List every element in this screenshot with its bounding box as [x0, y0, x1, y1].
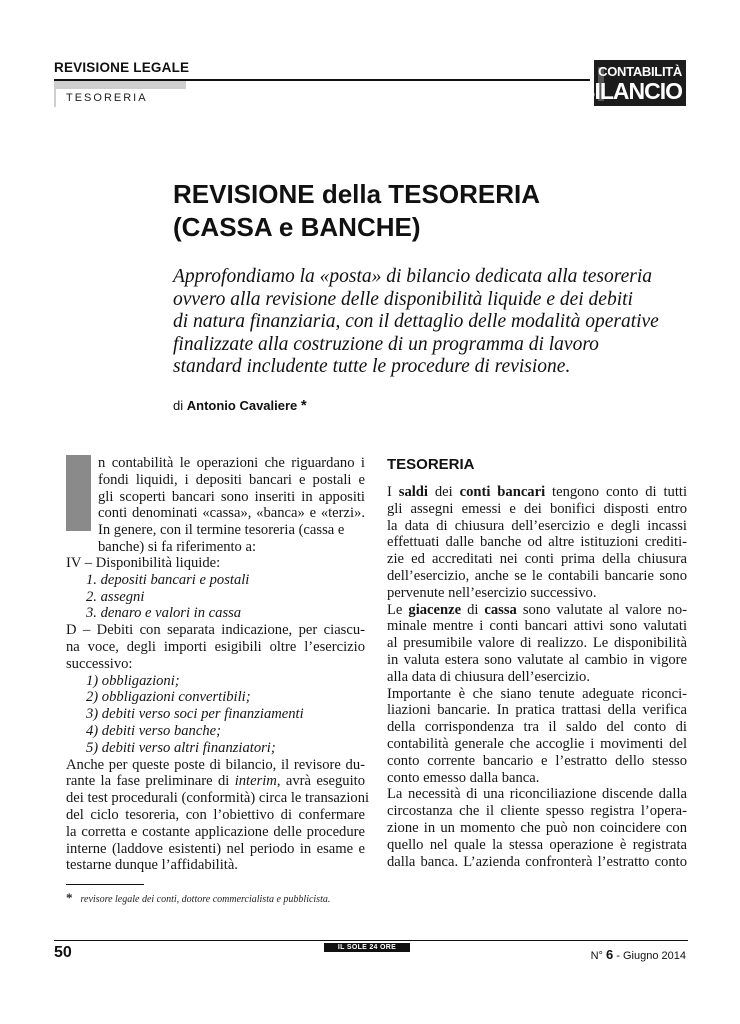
title-line: (CASSA e BANCHE)	[173, 212, 421, 242]
intro-line: fondi liquidi, i depositi bancari e postali e	[98, 471, 365, 488]
body-line: D – Debiti con separata indicazione, per ciascu-	[66, 622, 365, 639]
list-item: 3. denaro e valori in cassa	[86, 605, 242, 622]
list-item: 3) debiti verso soci per finanziamenti	[86, 706, 304, 723]
body-line: liazioni bancarie. In pratica trattasi della verifica	[387, 702, 687, 719]
footnote-rule	[66, 884, 144, 885]
body-line: al presumibile valore di realizzo. Le disponibilità	[387, 635, 687, 652]
body-line: quello nel quale la stessa operazione è registrata	[387, 836, 687, 853]
body-line: conto emesso dalla banca.	[387, 769, 540, 786]
body-line: in valuta estera sono valutate al cambio in vigore	[387, 651, 687, 668]
body-line: Le giacenze di cassa sono valutate al valore no-	[387, 601, 687, 618]
body-line: conto corrente bancario e l’estratto dello stesso	[387, 752, 687, 769]
drop-cap-letter	[66, 455, 91, 531]
body-line: circostanza che il cliente spesso registra l’opera-	[387, 803, 687, 820]
article-title	[173, 178, 693, 244]
body-line: testarne dunque l’affidabilità.	[66, 857, 238, 874]
section-label: REVISIONE LEGALE	[54, 60, 190, 75]
list-item: 2. assegni	[86, 588, 145, 605]
body-line: gli assegni emessi e dei bonifici disposti entro	[387, 500, 687, 517]
body-line: dei test procedurali (conformità) circa le transazioni	[66, 790, 370, 807]
body-line: Importante è che siano tenute adeguate riconci-	[387, 685, 687, 702]
intro-line: banche) si fa riferimento a:	[98, 538, 257, 555]
intro-line: n contabilità le operazioni che riguardano i	[98, 455, 365, 471]
body-line: la corretta e costante applicazione delle procedure	[66, 823, 365, 840]
footnote	[66, 890, 330, 906]
body-line: pervenute nell’esercizio successivo.	[387, 584, 597, 601]
body-line: dalla banca. L’azienda confronterà l’estratto conto	[387, 853, 687, 870]
right-column-heading: TESORERIA	[387, 456, 475, 473]
body-line: zie ed accreditati nei conti prima della chiusura	[387, 551, 687, 568]
body-line: interne (laddove esistenti) nel periodo in esame e	[66, 840, 365, 857]
body-line: alla data di chiusura dell’esercizio.	[387, 668, 591, 685]
body-line: contabilità generale che accoglie i movimenti del	[387, 735, 687, 752]
issue-date: - Giugno 2014	[616, 950, 686, 962]
byline-prefix: di	[173, 398, 184, 413]
abstract-line: standard includente tutte le procedure di revisione.	[173, 356, 571, 377]
publisher-badge: IL SOLE 24 ORE	[324, 943, 410, 952]
title-line: REVISIONE della TESORERIA	[173, 179, 540, 209]
subsection-label: TESORERIA	[66, 92, 148, 104]
list-item: 1. depositi bancari e postali	[86, 571, 250, 588]
abstract-line: ovvero alla revisione delle disponibilità liquide e dei debiti	[173, 288, 633, 310]
body-line: zione in un momento che può non coincidere con	[387, 819, 687, 836]
issue-number: 6	[605, 947, 614, 962]
header-grey-stem	[54, 81, 56, 107]
body-line: la data di chiusura dell’esercizio e degli incassi	[387, 517, 687, 534]
intro-line: conti denominati «cassa», «banca» e «terzi».	[98, 505, 365, 522]
body-line: na voce, degli importi esigibili oltre l’esercizio	[66, 638, 365, 655]
footnote-mark: *	[66, 890, 73, 905]
body-line: Anche per queste poste di bilancio, il revisore du-	[66, 756, 365, 773]
body-line: rante la fase preliminare di interim, avrà eseguito	[66, 773, 366, 790]
list-item: 5) debiti verso altri finanziatori;	[86, 739, 276, 756]
article-abstract	[173, 266, 693, 379]
left-column-body	[66, 555, 370, 874]
abstract-line: di natura finanziaria, con il dettaglio delle modalità operative	[173, 311, 659, 332]
author-footnote-mark: *	[300, 397, 307, 414]
body-line: La necessità di una riconciliazione discende dalla	[387, 786, 687, 803]
list-item: 1) obbligazioni;	[86, 672, 180, 689]
body-line: IV – Disponibilità liquide:	[66, 555, 221, 571]
body-line: I saldi dei conti bancari tengono conto di tutti	[387, 484, 688, 500]
issue-info	[591, 947, 686, 962]
intro-line: In genere, con il termine tesoreria (cassa e	[98, 522, 345, 539]
body-line: dell’esercizio, anche se le contabili bancarie sono	[387, 567, 687, 584]
abstract-line: Approfondiamo la «posta» di bilancio dedicata alla tesoreria	[173, 266, 652, 287]
header-grey-bar	[54, 81, 186, 89]
footer-rule	[54, 940, 688, 941]
footnote-text: revisore legale dei conti, dottore commercialista e pubblicista.	[80, 894, 331, 905]
page-number: 50	[54, 944, 72, 961]
byline	[173, 397, 307, 414]
body-line: della corrispondenza tra il saldo del conto di	[387, 719, 687, 736]
abstract-line: finalizzate alla costruzione di un programma di lavoro	[173, 333, 599, 355]
right-column-body	[387, 484, 687, 870]
intro-line: gli scoperti bancari sono inseriti in appositi	[98, 488, 365, 505]
body-line: del ciclo tesoreria, con l’obiettivo di confermare	[66, 806, 365, 823]
list-item: 2) obbligazioni convertibili;	[86, 689, 251, 706]
body-line: successivo:	[66, 655, 133, 672]
author-name: Antonio Cavaliere	[186, 398, 298, 413]
body-line: effettuati dalle banche od altre istituzioni crediti-	[387, 534, 687, 551]
logo-line-2: BILANCIO	[578, 78, 682, 104]
logo-line-1: CONTABILITÀ	[598, 64, 682, 79]
body-line: minale mentre i conti bancari attivi sono valutati	[387, 618, 687, 635]
left-column-intro	[98, 455, 365, 556]
magazine-logo	[578, 60, 686, 106]
issue-prefix: N°	[590, 950, 603, 962]
list-item: 4) debiti verso banche;	[86, 722, 221, 739]
